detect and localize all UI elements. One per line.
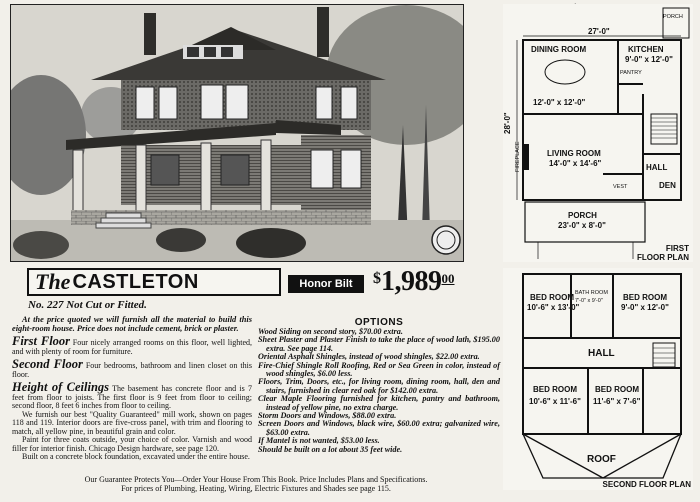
bedroom1-dim: 10'-6" x 13'-0" [527,303,580,312]
roof-label: ROOF [587,454,616,465]
footer-line-guarantee: Our Guarantee Protects You—Order Your House From This Book. Price Includes Plans and Specifications. [84,475,428,484]
living-room-dim: 14'-0" x 14'-6" [549,159,602,168]
millwork-text: We furnish our best "Quality Guaranteed" mill work, shown on pages 118 and 119. Interior doors are five-cross panel, with trim and flooring to match, all yellow pine, in beautiful grain and color. [12,409,252,436]
bedroom3-label: BED ROOM [533,385,577,394]
ceilings-text: The basement has concrete floor and is 7 feet from floor to joists. The first floor is 9 feet from floor to ceiling; second floor, 8 feet 6 inches from floor to ceiling. [12,384,253,411]
footer [12,475,500,493]
description-column [12,316,252,462]
price [373,266,455,298]
house-illustration [10,4,464,262]
title-box [27,268,281,296]
foundation-text: Built on a concrete block foundation, excavated under the entire house. [22,452,250,462]
second-floor-caption: SECOND FLOOR PLAN [602,480,691,489]
paint-text: Paint for three coats outside, your choice of color. Varnish and wood filler for interior finish. Chicago Design hardware, see page 120. [12,435,252,453]
price-amount: 1,989 [381,266,442,297]
plan1-width-dim: 27'-0" [588,27,610,36]
house-name: CASTLETON [72,270,199,293]
model-line: No. 227 Not Cut or Fitted. [28,299,147,311]
living-room-label: LIVING ROOM [547,149,601,158]
dining-room-label: DINING ROOM [531,45,587,54]
option-item: If Mantel is not wanted, $53.00 less. [258,436,380,446]
second-floor-section [12,358,252,379]
second-floor-heading: Second Floor [12,357,83,372]
price-cents: 00 [441,271,455,286]
kitchen-dim: 9'-0" x 12'-0" [625,55,673,64]
bedroom3-dim: 10'-6" x 11'-6" [529,397,581,406]
second-floor-plan [503,268,693,490]
first-floor-text: Four nicely arranged rooms on this floor, well lighted, and with plenty of room for furniture. [12,338,253,356]
bedroom2-dim: 9'-0" x 12'-0" [621,303,669,312]
option-item: Storm Doors and Windows, $88.00 extra. [258,411,397,421]
option-item: Oriental Asphalt Shingles, instead of wood shingles, $22.00 extra. [258,352,480,362]
bedroom1-label: BED ROOM [530,293,574,302]
den-label: DEN [659,181,676,190]
house-drawing [11,5,464,262]
plan1-rear-porch: PORCH [663,14,683,20]
option-item: Screen Doors and Windows, black wire, $60.00 extra; galvanized wire, $63.00 extra. [258,419,500,437]
option-item: Fire-Chief Shingle Roll Roofing, Red or Sea Green in color, instead of wood shingles, $6.00 less. [258,360,500,379]
hall-label: HALL [646,163,668,172]
ceilings-heading: Height of Ceilings [12,380,110,395]
title-prefix: The [35,269,71,294]
second-floor-text: Four bedrooms, bathroom and linen closet on this floor. [12,361,252,379]
option-item: Wood Siding on second story, $70.00 extra. [258,327,403,336]
bedroom4-dim: 11'-6" x 7'-6" [593,397,641,406]
bathroom-label: BATH ROOM [575,290,608,296]
bedroom4-label: BED ROOM [595,385,639,394]
option-item: Should be built on a lot about 35 feet wide. [258,444,403,454]
ceilings-section [12,381,252,411]
bathroom-dim: 7'-0" x 9'-0" [575,298,603,304]
first-floor-heading: First Floor [12,334,71,349]
fireplace-label: FIREPLACE [515,141,521,172]
intro-text: At the price quoted we will furnish all the material to build this eight-room house. Price does not include cement, brick or plaster. [12,315,252,333]
option-item: Sheet Plaster and Plaster Finish to take the place of wood lath, $195.00 extra. See page 114. [258,335,500,353]
honor-bilt-badge: Honor Bilt [288,275,364,293]
bedroom2-label: BED ROOM [623,293,667,302]
plan1-depth-dim: 28'-0" [503,112,512,134]
vest-label: VEST [613,184,628,190]
front-porch-dim: 23'-0" x 8'-0" [558,221,606,230]
price-symbol: $ [373,270,381,287]
footer-line-prices: For prices of Plumbing, Heating, Wiring, Electric Fixtures and Shades see page 115. [121,484,391,493]
dining-room-dim: 12'-0" x 12'-0" [533,98,586,107]
options-column [258,317,500,454]
pantry-label: PANTRY [620,70,642,76]
first-floor-plan [503,4,693,262]
second-hall-label: HALL [588,348,615,359]
option-item: Floors, Trim, Doors, etc., for living room, dining room, hall, den and stairs, furnished in clear red oak for $142.00 extra. [258,377,500,395]
first-floor-caption: FIRST FLOOR PLAN [637,244,689,262]
options-heading: OPTIONS [354,317,404,328]
option-item: Clear Maple Flooring furnished for kitchen, pantry and bathroom, instead of yellow pine, no extra charge. [258,394,500,412]
kitchen-label: KITCHEN [628,45,664,54]
front-porch-label: PORCH [568,211,597,220]
first-floor-section [12,335,252,356]
